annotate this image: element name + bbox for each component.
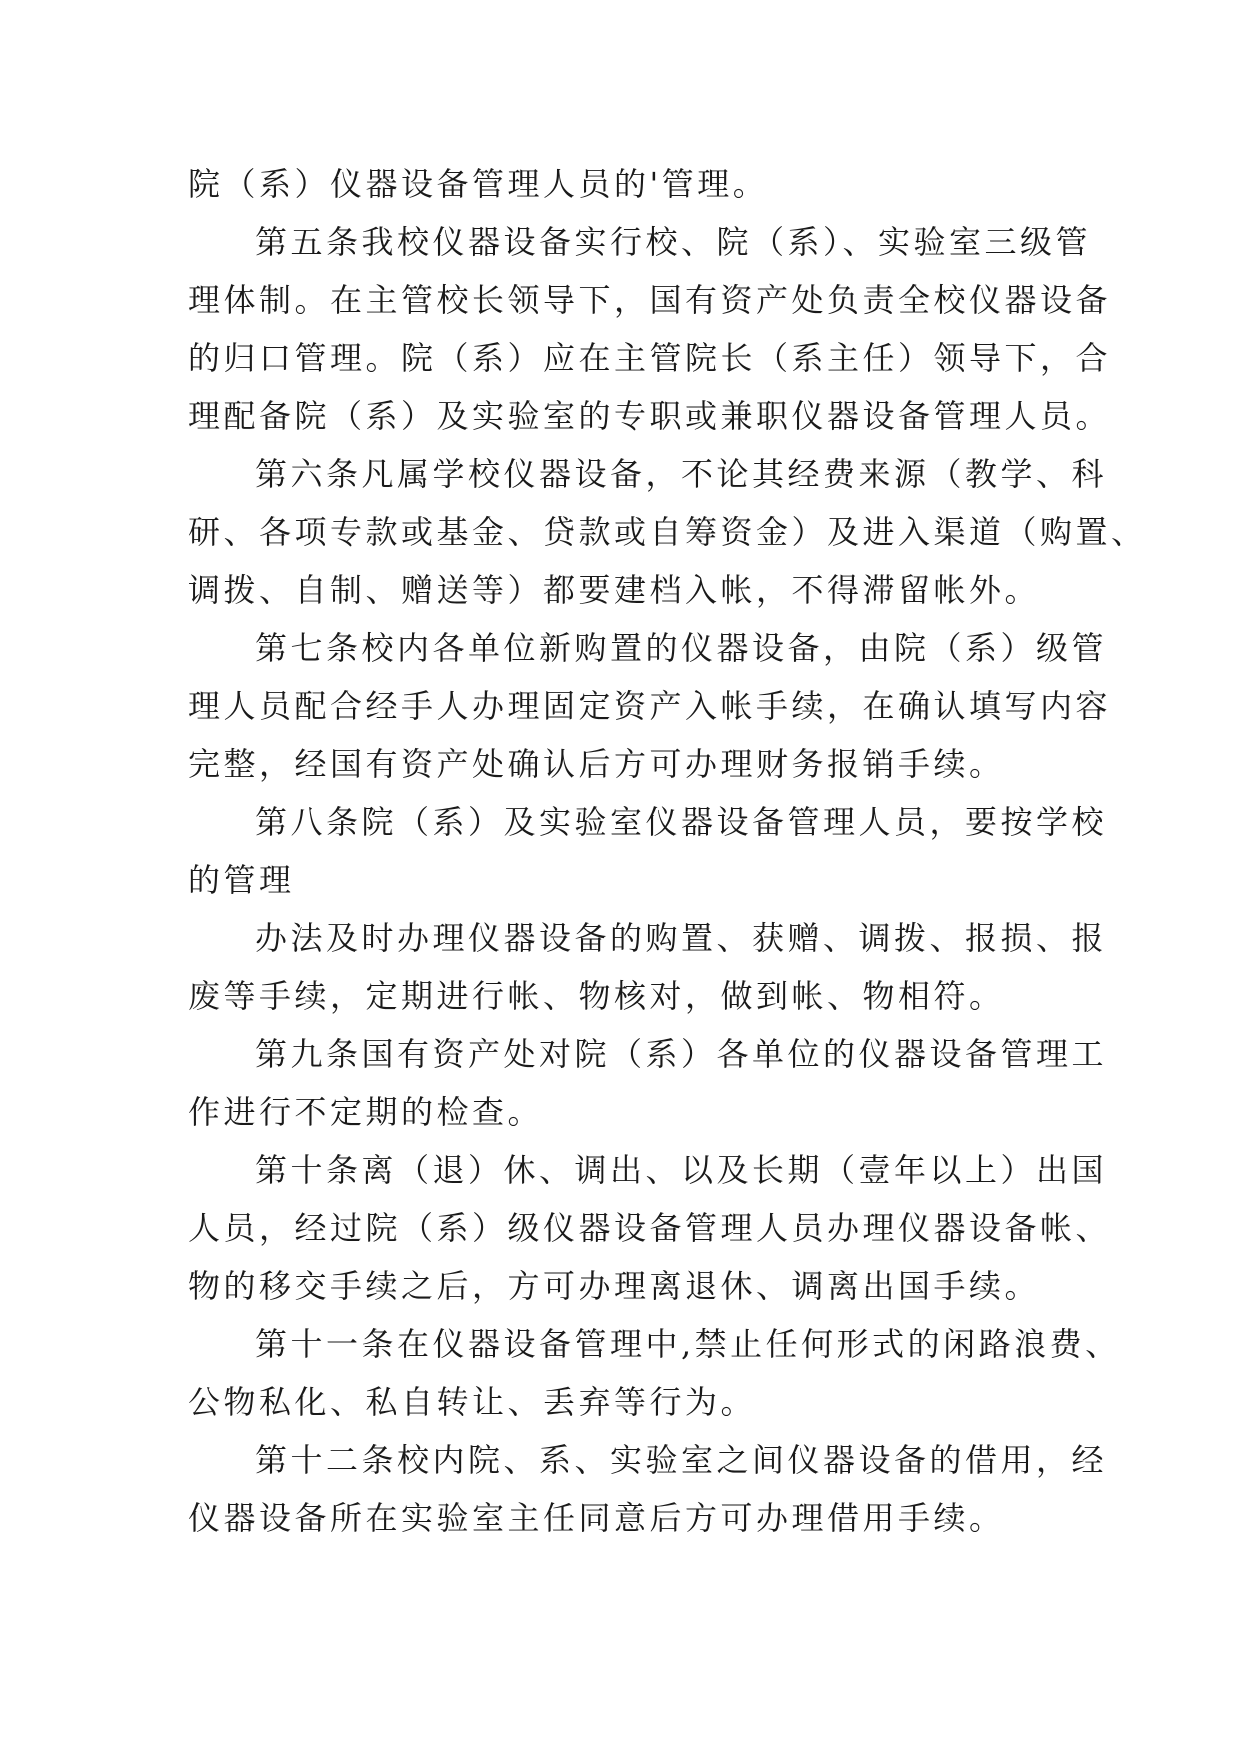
text-line: 第七条校内各单位新购置的仪器设备，由院（系）级管 [255,629,1108,667]
text-line: 理体制。在主管校长领导下，国有资产处负责全校仪器设备 [188,281,1112,319]
text-line: 作进行不定期的检查。 [188,1093,544,1131]
text-line: 第十二条校内院、系、实验室之间仪器设备的借用，经 [255,1441,1108,1479]
text-line: 院（系）仪器设备管理人员的'管理。 [188,165,769,203]
text-line: 公物私化、私自转让、丢弃等行为。 [188,1383,757,1421]
text-line: 第五条我校仪器设备实行校、院（系）、实验室三级管 [255,223,1092,261]
document-body [188,155,1147,1547]
text-line: 第十条离（退）休、调出、以及长期（壹年以上）出国 [255,1151,1108,1189]
text-line: 第六条凡属学校仪器设备，不论其经费来源（教学、科 [255,455,1108,493]
text-line: 办法及时办理仪器设备的购置、获赠、调拨、报损、报 [255,919,1108,957]
text-line: 研、各项专款或基金、贷款或自筹资金）及进入渠道（购置、 [188,513,1147,551]
text-line: 第十一条在仪器设备管理中,禁止任何形式的闲路浪费、 [255,1325,1121,1363]
text-line: 废等手续，定期进行帐、物核对，做到帐、物相符。 [188,977,1005,1015]
text-line: 仪器设备所在实验室主任同意后方可办理借用手续。 [188,1499,1005,1537]
text-line: 第八条院（系）及实验室仪器设备管理人员，要按学校 [255,803,1108,841]
text-line: 理人员配合经手人办理固定资产入帐手续，在确认填写内容 [188,687,1112,725]
text-line: 的管理 [188,861,295,899]
text-line: 人员，经过院（系）级仪器设备管理人员办理仪器设备帐、 [188,1209,1112,1247]
text-line: 完整，经国有资产处确认后方可办理财务报销手续。 [188,745,1005,783]
text-line: 理配备院（系）及实验室的专职或兼职仪器设备管理人员。 [188,397,1112,435]
text-line: 物的移交手续之后，方可办理离退休、调离出国手续。 [188,1267,1041,1305]
text-line: 调拨、自制、赠送等）都要建档入帐，不得滞留帐外。 [188,571,1041,609]
text-line: 的归口管理。院（系）应在主管院长（系主任）领导下，合 [188,339,1112,377]
text-line: 第九条国有资产处对院（系）各单位的仪器设备管理工 [255,1035,1108,1073]
